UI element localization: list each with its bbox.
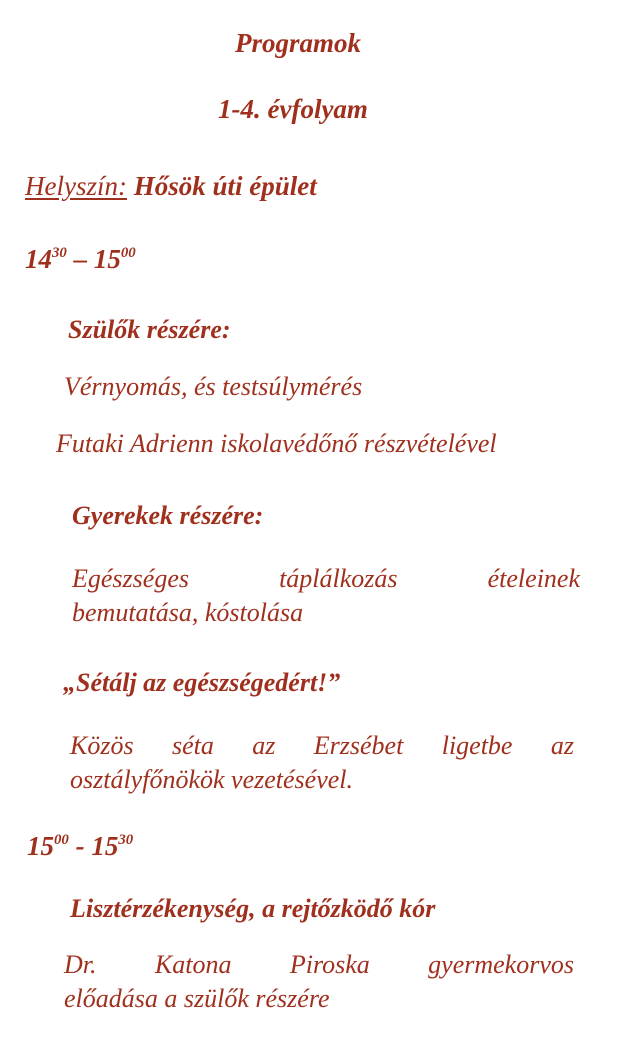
page-title: Programok [235, 28, 362, 58]
walk-line-2: osztályfőnökök vezetésével. [70, 765, 353, 794]
gluten-line-1: Dr. Katona Piroska gyermekorvos [64, 950, 574, 979]
children-heading: Gyerekek részére: [72, 501, 264, 530]
location-label: Helyszín: [25, 171, 127, 201]
gluten-heading: Lisztérzékenység, a rejtőzködő kór [70, 894, 436, 923]
time-slot-1: $14^{30} - 15^{00}$ [25, 244, 136, 274]
parents-line-2: Futaki Adrienn iskolavédőnő részvételével [56, 429, 497, 458]
time-slot-2: $15^{00} - 15^{30}$ [27, 831, 134, 861]
gluten-line-2: előadása a szülők részére [64, 984, 330, 1013]
children-line-2: bemutatása, kóstolása [72, 598, 304, 627]
parents-line-1: Vérnyomás, és testsúlymérés [64, 372, 363, 401]
children-line-1: Egészséges táplálkozás ételeinek [72, 564, 580, 593]
walk-heading: „Sétálj az egészségedért!” [63, 668, 341, 697]
location-value: Hősök úti épület [133, 171, 317, 201]
walk-line-1: Közös séta az Erzsébet ligetbe az [70, 731, 574, 760]
location-line [25, 173, 317, 200]
grade-subtitle: 1-4. évfolyam [218, 94, 368, 124]
parents-heading: Szülők részére: [68, 315, 231, 344]
